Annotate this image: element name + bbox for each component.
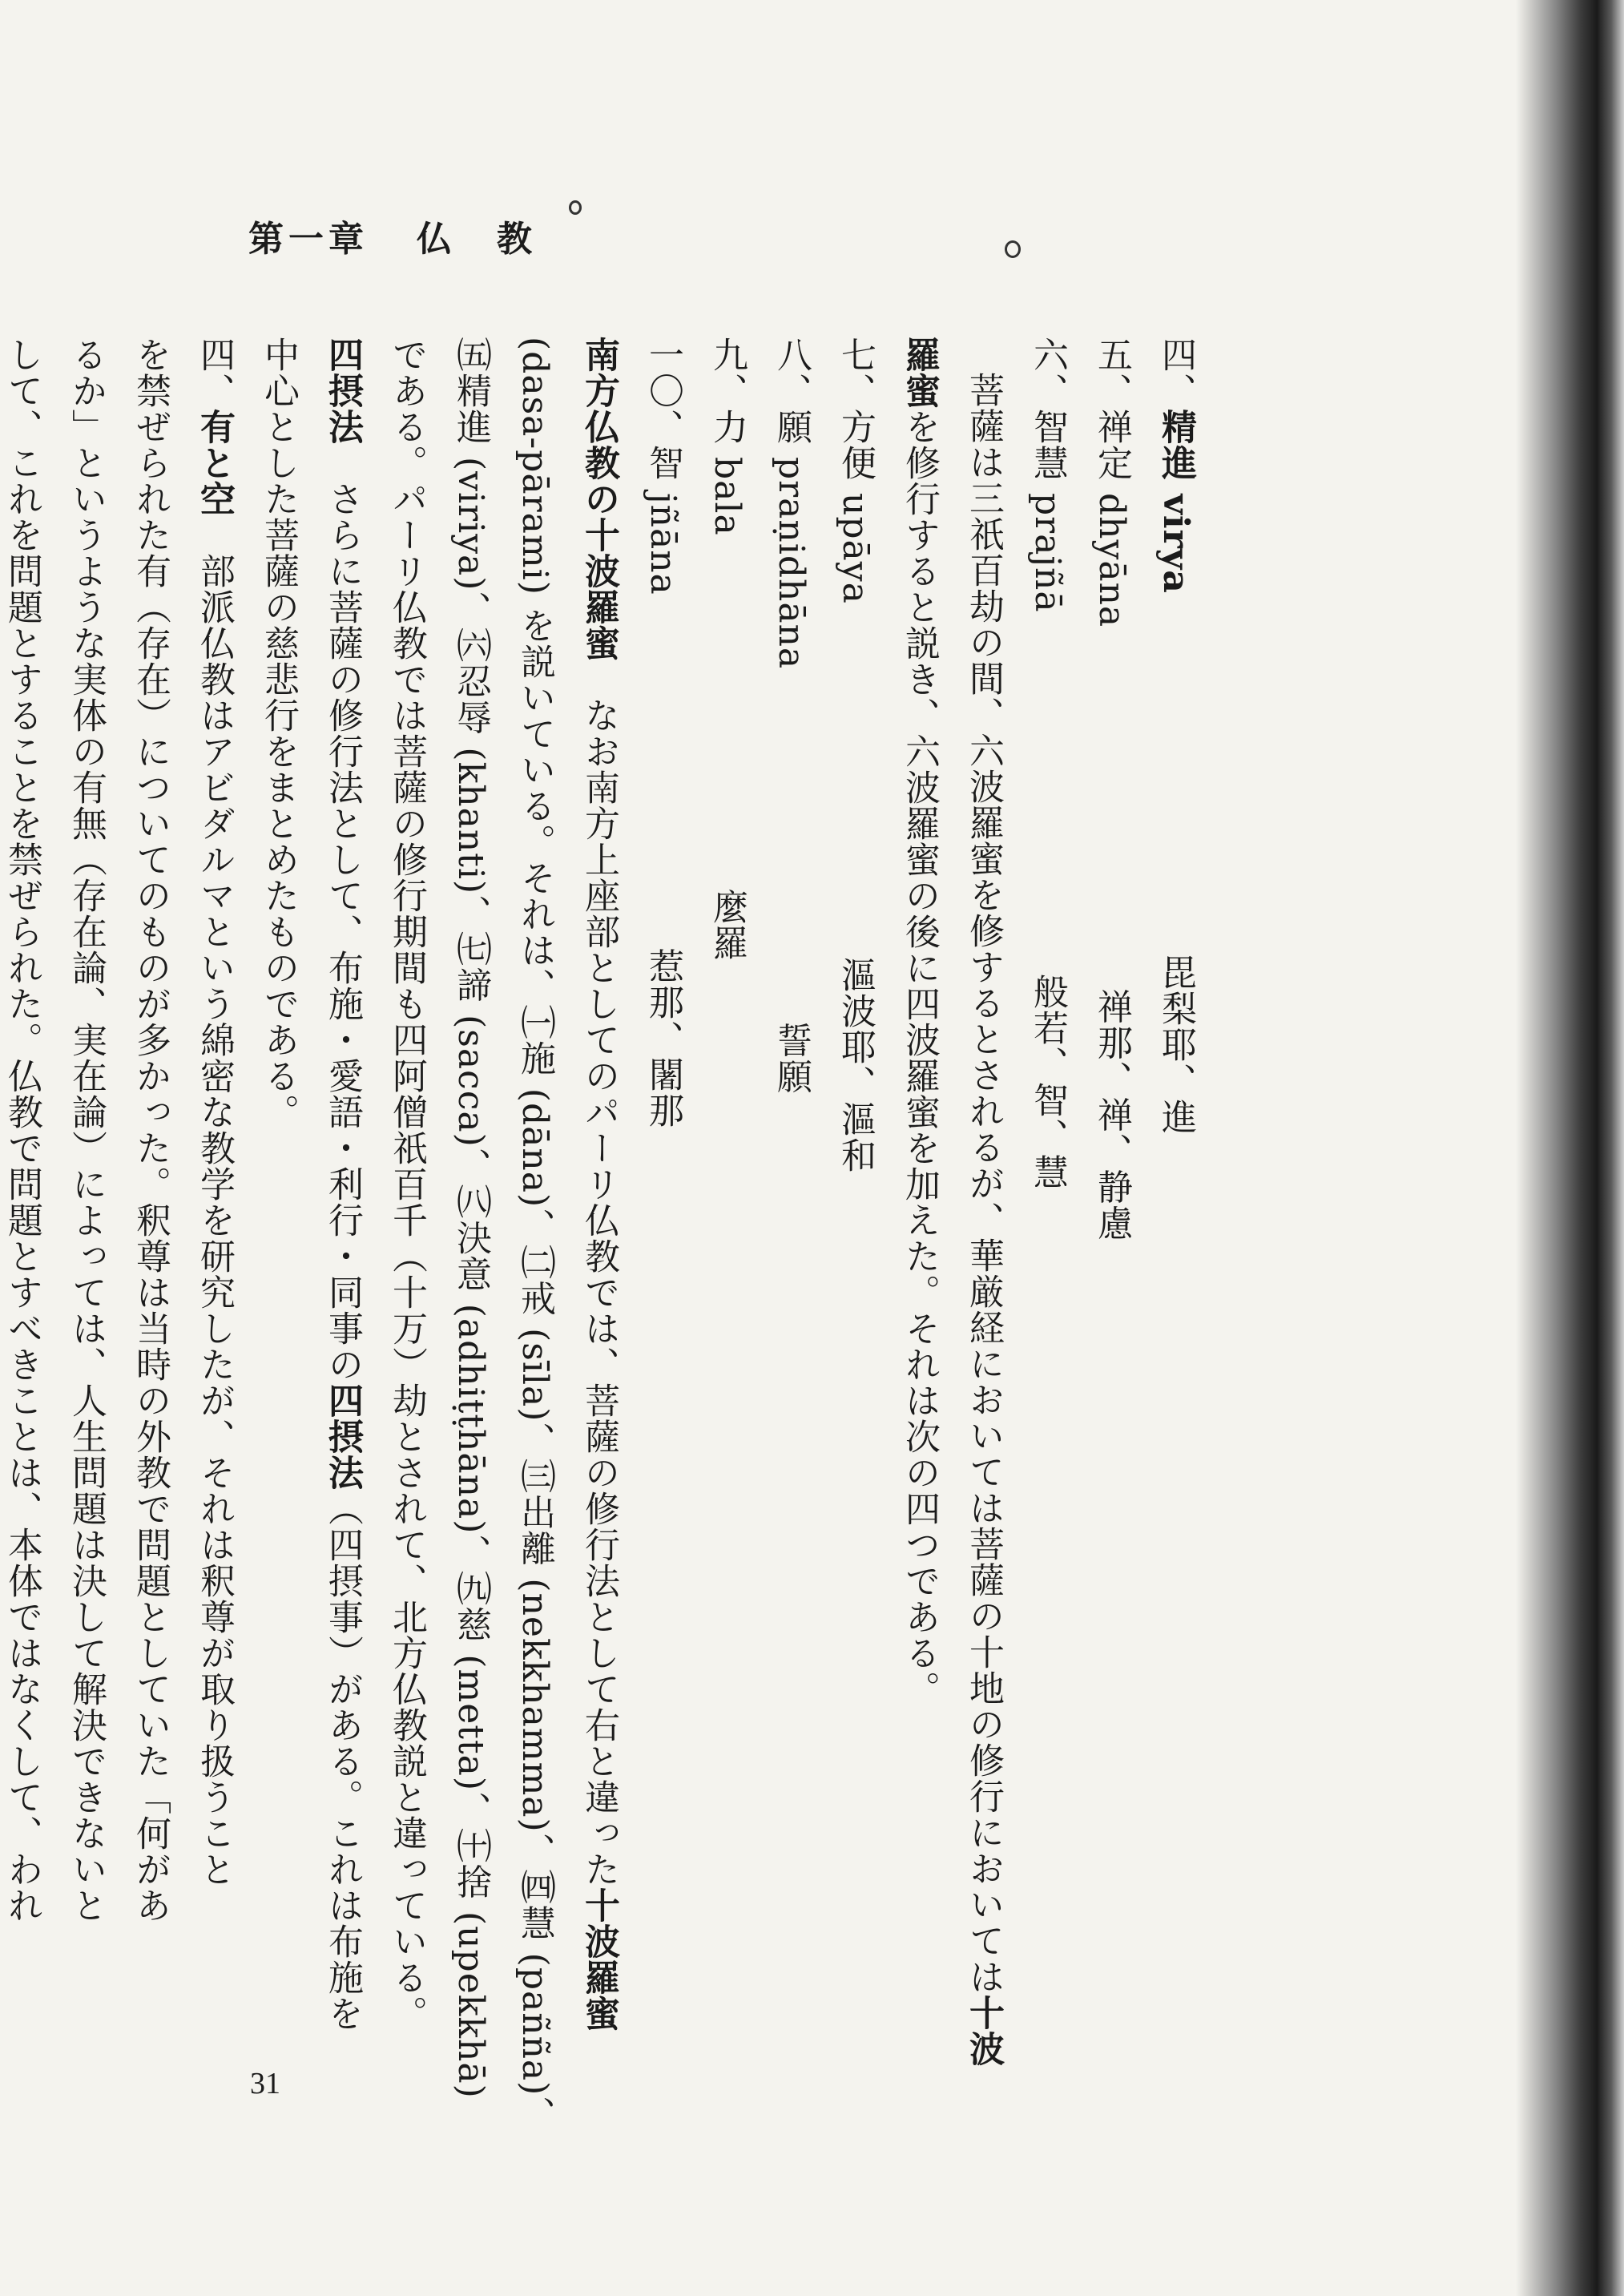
paragraph-line: 四、有と空 部派仏教はアビダルマという綿密な教学を研究したが、それは釈尊が取り扱うこと xyxy=(194,337,235,1887)
list-item: 一〇、智 jñāna惹那、闍那 xyxy=(643,337,683,1128)
paragraph-line: 南方仏教の十波羅蜜 なお南方上座部としてのパーリ仏教では、菩薩の修行法として右と違った十波羅蜜 xyxy=(578,337,619,2032)
paragraph-line: 羅蜜を修行すると説き、六波羅蜜の後に四波羅蜜を加えた。それは次の四つである。 xyxy=(899,337,940,1707)
print-speck xyxy=(569,200,582,215)
chapter-title: 仏 教 xyxy=(417,219,537,260)
section-heading: 有と空 xyxy=(194,409,235,517)
list-item: 五、禅定 dhyāna禅那、禅、静慮 xyxy=(1091,337,1132,1241)
paragraph-line: (dasa-pārami) を説いている。それは、㈠施 (dāna)、㈡戒 (sīla)、㈢出離 (nekkhamma)、㈣慧 (pañña)、 xyxy=(514,337,555,2133)
list-item: 八、願 praṇidhāna誓願 xyxy=(771,337,812,1095)
list-item: 六、智慧 prajñā般若、智、慧 xyxy=(1027,337,1068,1190)
list-item: 四、精進 virya毘梨耶、進 xyxy=(1155,337,1196,1135)
paragraph-line: ㈤精進 (viriya)、㈥忍辱 (khanti)、㈦諦 (sacca)、㈧決意 (adhiṭṭhāna)、㈨慈 (metta)、㈩捨 (upekkhā) xyxy=(450,337,491,2099)
book-binding-shadow xyxy=(1516,0,1624,2296)
chapter-number: 第一章 xyxy=(248,219,369,260)
paragraph-line: して、これを問題とすることを禁ぜられた。仏教で問題とすべきことは、本体ではなくして、われ xyxy=(2,337,42,1923)
print-speck xyxy=(1005,240,1021,258)
list-item: 九、力 bala麼羅 xyxy=(707,337,748,961)
paragraph-line: 中心とした菩薩の慈悲行をまとめたものである。 xyxy=(258,337,299,1130)
paragraph-line: を禁ぜられた有（存在）についてのものが多かった。釈尊は当時の外教で問題としていた「何があ xyxy=(130,337,171,1923)
section-heading: 南方仏教の十波羅蜜 xyxy=(578,337,619,661)
list-item: 七、方便 upāya漚波耶、漚和 xyxy=(835,337,876,1173)
page-number: 31 xyxy=(250,2067,280,2100)
paragraph-line: 四摂法 さらに菩薩の修行法として、布施・愛語・利行・同事の四摂法（四摂事）がある。これは布施を xyxy=(322,337,363,2032)
paragraph-line: るか」というような実体の有無（存在論、実在論）によっては、人生問題は決して解決できないと xyxy=(66,337,107,1923)
paragraph-line: 菩薩は三祇百劫の間、六波羅蜜を修するとされるが、華厳経においては菩薩の十地の修行においては十波 xyxy=(963,372,1004,2067)
running-head xyxy=(248,210,537,261)
section-heading: 四摂法 xyxy=(322,337,363,445)
paragraph-line: である。パーリ仏教では菩薩の修行期間も四阿僧祇百千（十万）劫とされて、北方仏教説と違っている。 xyxy=(386,337,427,2032)
